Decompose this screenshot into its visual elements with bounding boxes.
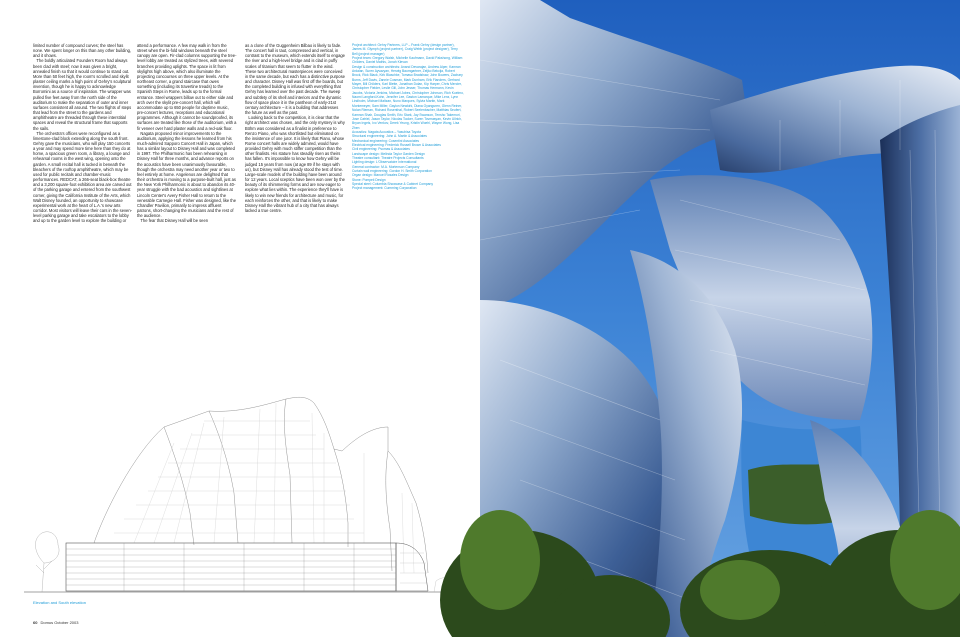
article-column-1: limited number of compound curves; the steel has none. We spent longer on this than any other building, and it shows. The boldly articulated Founders Room had always been clad with steel; now it was given a bright, annealed finish so that it would continue to stand out. More than 50 feet high, the room's scrolled and skylit plaster ceiling marks a high point of Gehry's sculptural invention, though he is happy to acknowledge Borromini as a source of inspiration. The wrapper was pulled five feet away from the north side of the auditorium to make the separation of outer and inner surfaces consistent all around. The two flights of steps that lead from the street to the gardens and amphitheatre are threaded through these interstitial spaces and reveal the structural frame that supports the sails. The orchestra's offices were reconfigured as a limestone-clad block extending along the south front. Gehry gave the musicians, who will play 150 concerts a year and may spend more time here than they do at home, a spacious green room, a library, a lounge and rehearsal rooms in the west wing, opening onto the garden. A small recital hall is tucked in beneath the bleachers of the rooftop amphitheatre, which may be used for public recitals and chamber-music performances. REDCAT, a 266-seat black-box theatre and a 3,200 square-foot exhibition area are carved out of the parking garage and entered from the southwest corner, giving the California Institute of the Arts, which Walt Disney founded, an opportunity to showcase experimental work at the heart of L.A.'s new arts corridor. Most visitors will leave their cars in the seven-level parking garage and take escalators to the lobby and up to the garden level to explore the building or xyxy=(33,43,132,224)
publication-line: Domus October 2003 xyxy=(40,620,79,625)
drawing-caption: Elevation and South elevation xyxy=(33,600,86,605)
article-column-2: attend a performance. A few may walk in from the street when the bi-fold windows beneath the steel canopy are open. Fir-clad columns supporting the tree-level lobby are treated as stylized trees, with severed branches providing uplights. The space is lit from skylights high above, which also illuminate the projecting concourses on three upper levels. At the northeast corner, a grand staircase that owes something (including its travertine treads) to the Spanish Steps in Rome, leads up to the formal entrance. Steel wrappers billow out to either side and arch over the skylit pre-concert hall, which will accommodate up to 650 people for daytime music, pre-concert lectures, receptions and educational programmes. Although it cannot be soundproofed, its surfaces are treated like those of the auditorium, with a fir veneer over hard plaster walls and a red-oak floor. Nagata proposed minor improvements to the auditorium, applying the lessons he learned from his much-admired Sapporo Concert Hall in Japan, which has a similar layout to Disney Hall and was completed in 1997. The Philharmonic has been rehearsing in Disney Hall for three months, and advance reports on the acoustics have been unanimously favourable, though the orchestra may need another year or two to feel entirely at home. Angelenos are delighted that their orchestra is moving to a purpose-built hall, just as the New York Philharmonic is about to abandon its 40-year struggle with the bad acoustics and sightlines at Lincoln Center's Avery Fisher Hall to return to the venerable Carnegie Hall. Fisher was designed, like the Chandler Pavilion, primarily to impress affluent patrons, short-changing the musicians and the rest of the audience. The fear that Disney Hall will be seen xyxy=(137,43,237,224)
architectural-elevation-drawing xyxy=(24,393,476,599)
project-credits: Project architect: Gehry Partners, LLP – Frank Gehry (design partner), James M. Glymph (project partner), Craig Webb (project designer), Terry Bell (project manager) Project team: Gregory Walsh, Michelle Kaufmann, David Pakshong, William Childers, Daniel Mathis, Jonah Klevan Design & construction architects: Anand Devarajan, Andrew Alper, Kamran Ardalan, Suren Ayvazyan, Herwig Baumgartner, Zeljko Bekcija, Robert Brock, Rick Black, Kirk Blaschke, Tomaso Bradshaw, John Bowers, Zachary Burns, Jeff Davis, Zannie Cosman, Mark Dunham, Erik Flanders, Gerhard Mayer, Bill Childers, Karl Blette, Jonathan Dolan, Kip Harper, Chris Mercier, Christopher Fielder, Leslie Gill, John Jesser, Thomas Hermann, Kevin Jacobs, Victoria Jenkins, Michael Jobes, Christopher Johnson, Rich Kuelmo, Naomi Langford-Kohn, Jennifer Lee, Gaston Lamarque, Mike Lenz, Lynn Lindholm, Michael Maltzan, Nuno Marques, Sylvia Martin, Mark Montemeyer, Sam Miller, Gaylon Newkirk, Diana Oyanguren, Glenn Reiner, Nolan Rieman, Richard Rosenthal, Robert Seelenbacher, Matthias Seufert, Kamran Shah, Douglas Smith, Eric Stark, Jay Swanson, Tensho Takemori, Jose Catriel, Jason Taylor, Nicolas Tooker, Suren Tovmasyan, Kevin Ullrich, Bryan Ingels, Ivo Venkov, Derek Yeung, Kristin Woehl, Wayne Wong, Lisa Zhen Acoustics: Nagata Acoustics – Yasuhisa Toyota Structural engineering: John A. Martin & Associates Mechanical engineering: Cosentini Associates Electrical engineering: Frederick Russell Brown & Associates Civil engineering: Psomas & Associates Landscape design: Melinda Taylor Garden Design Theatre consultant: Theatre Projects Consultants Lighting design: L'Observatoire International General contractor: M.A. Mortenson Company Curtain wall engineering: Gordon H. Smith Corporation Organ design: Manuel Rosales Design Stone: Pompeii Design Special steel: Columbia Showcase & Cabinet Company Project management: Cumming Corporation xyxy=(352,43,464,191)
building-photograph xyxy=(480,0,960,637)
page-number: 60 xyxy=(33,620,38,625)
page-footer xyxy=(33,620,78,625)
article-column-3: as a clone of the Guggenheim Bilbao is likely to fade. The concert hall is taut, compressed and vertical, in contrast to the museum, which extends itself to engage the river and a high-level bridge and is clad in puffy scales of titanium that seem to flutter in the wind. These two architectural masterpieces were conceived in the same decade, but each has a distinctive purpose and character. Disney Hall was first off the boards, but the completed building is infused with everything that Gehry has learned over the past decade. The sweep and subtlety of its shell and interiors and the dynamic flow of space place it in the pantheon of early-21st century architecture – it is a building that addresses the future as well as the past. Looking back to the competition, it is clear that the right architect was chosen, and the only mystery is why Böhm was considered as a finalist in preference to Renzo Piano, who was shortlisted but eliminated on the insistence of one juror. It is likely that Piano, whose Rome concert halls are widely admired, would have provided Gehry with much stiffer competition than the other finalists. His stature has steadily risen as theirs has fallen. It's impossible to know how Gehry will be judged 15 years from now (at age 89 if he stays with us), but Disney Hall has already stood the test of time. Large-scale models of the building have been around for 12 years. Local sceptics have been won over by the beauty of its shimmering forms and are now eager to explore what lies within. The experience they'll have is likely to win new friends for architecture and music, for each reinforces the other, and that is likely to make Disney Hall the vibrant hub of a city that has always lacked a true centre. xyxy=(245,43,345,213)
